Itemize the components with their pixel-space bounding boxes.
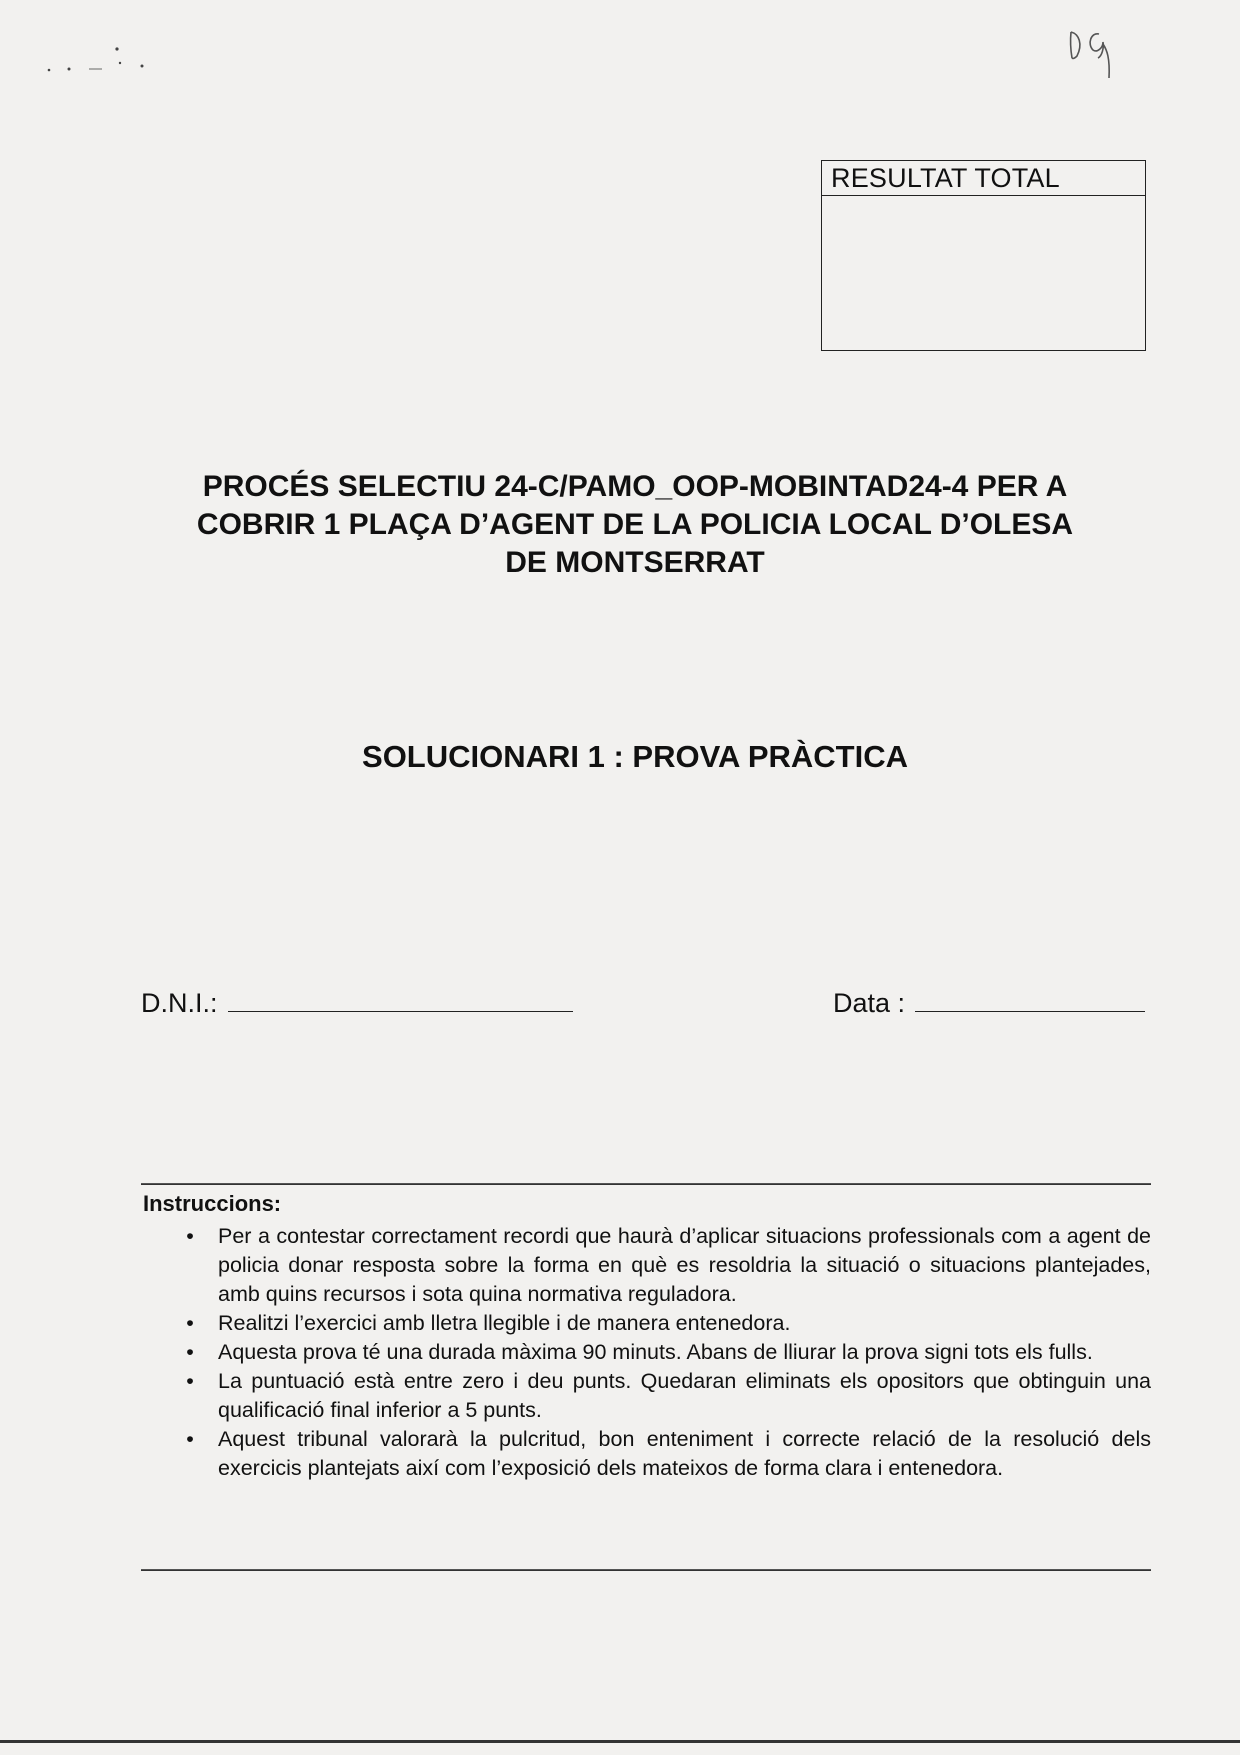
instruction-text: La puntuació està entre zero i deu punts. Quedaran eliminats els opositors que obtinguin una qualificació final inferior a 5 punts. — [218, 1369, 1151, 1422]
dni-label: D.N.I.: — [141, 988, 218, 1018]
instruction-text: Realitzi l’exercici amb lletra llegible i de manera entenedora. — [218, 1311, 791, 1335]
bullet-icon: • — [186, 1311, 194, 1335]
document-subtitle: SOLUCIONARI 1 : PROVA PRÀCTICA — [362, 739, 908, 774]
instruction-text: Aquest tribunal valorarà la pulcritud, bon enteniment i correcte relació de la resolució dels exercicis plantejats així com l’exposició dels mateixos de forma clara i entenedora. — [218, 1427, 1151, 1480]
title-line-1: PROCÉS SELECTIU 24-C/PAMO_OOP-MOBINTAD24-4 PER A — [202, 470, 1068, 503]
list-item — [180, 1338, 1151, 1367]
list-item — [180, 1367, 1151, 1425]
total-result-box — [821, 160, 1146, 351]
date-blank-line[interactable] — [915, 983, 1145, 1012]
instructions-bottom-rule — [141, 1569, 1151, 1571]
bullet-icon: • — [186, 1224, 194, 1248]
date-label: Data : — [833, 988, 906, 1018]
bullet-icon: • — [186, 1340, 194, 1364]
total-result-score-area[interactable] — [822, 196, 1145, 346]
instructions-heading: Instruccions: — [143, 1191, 282, 1216]
instructions-top-rule — [141, 1183, 1151, 1185]
handwritten-initials-signature — [1065, 20, 1125, 85]
scan-bottom-edge — [0, 1740, 1240, 1743]
list-item — [180, 1425, 1151, 1483]
total-result-label: RESULTAT TOTAL — [822, 161, 1145, 196]
scan-specks — [44, 46, 154, 76]
dni-field — [141, 983, 573, 1020]
bullet-icon: • — [186, 1427, 194, 1451]
instruction-text: Aquesta prova té una durada màxima 90 minuts. Abans de lliurar la prova signi tots els fulls. — [218, 1340, 1093, 1364]
dni-blank-line[interactable] — [228, 983, 573, 1012]
bullet-icon: • — [186, 1369, 194, 1393]
list-item — [180, 1309, 1151, 1338]
date-field — [833, 983, 1145, 1020]
instruction-text: Per a contestar correctament recordi que haurà d’aplicar situacions professionals com a agent de policia donar resposta sobre la forma en què es resoldria la situació o situacions plantejades, amb quins recursos i sota quina normativa reguladora. — [218, 1224, 1151, 1306]
document-title — [140, 468, 1130, 582]
list-item — [180, 1222, 1151, 1309]
instructions-list — [180, 1222, 1151, 1483]
title-line-3: DE MONTSERRAT — [505, 546, 765, 579]
title-line-2: COBRIR 1 PLAÇA D’AGENT DE LA POLICIA LOCAL D’OLESA — [196, 508, 1074, 541]
